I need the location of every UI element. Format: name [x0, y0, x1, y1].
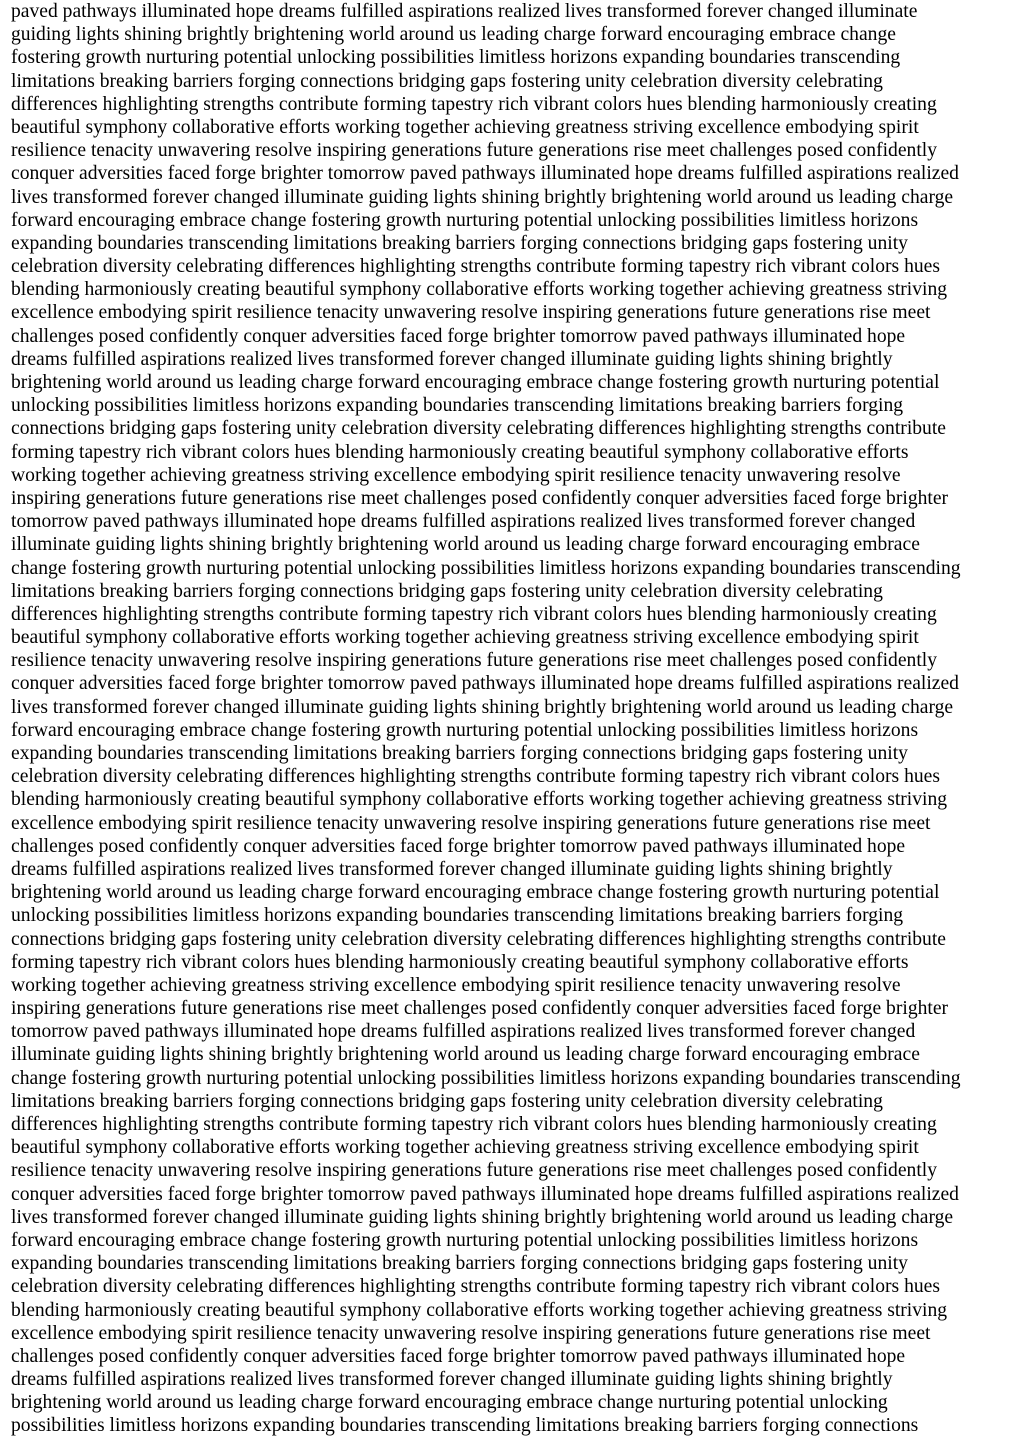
text-line: differences highlighting strengths contribute forming tapestry rich vibrant colors hues blending harmoniously creating — [11, 603, 937, 625]
text-line: forward encouraging embrace change fostering growth nurturing potential unlocking possibilities limitless horizons — [11, 209, 919, 231]
text-line: beautiful symphony collaborative efforts working together achieving greatness striving excellence embodying spirit — [11, 1137, 919, 1159]
text-line: tomorrow paved pathways illuminated hope dreams fulfilled aspirations realized lives transformed forever changed — [11, 1021, 916, 1043]
text-line: excellence embodying spirit resilience tenacity unwavering resolve inspiring generations future generations rise meet — [11, 302, 931, 324]
text-line: forward encouraging embrace change fostering growth nurturing potential unlocking possibilities limitless horizons — [11, 719, 919, 741]
text-line: conquer adversities faced forge brighter tomorrow paved pathways illuminated hope dreams fulfilled aspirations realized — [11, 163, 959, 185]
text-line: unlocking possibilities limitless horizons expanding boundaries transcending limitations breaking barriers forging — [11, 905, 904, 927]
text-line: lives transformed forever changed illuminate guiding lights shining brightly brightening world around us leading charge — [11, 1206, 954, 1228]
text-line: connections bridging gaps fostering unity celebration diversity celebrating differences highlighting strengths contribute — [11, 418, 946, 440]
text-line: working together achieving greatness striving excellence embodying spirit resilience tenacity unwavering resolve — [11, 464, 901, 486]
document-page — [11, 0, 1015, 1446]
text-line: forward encouraging embrace change fostering growth nurturing potential unlocking possibilities limitless horizons — [11, 1229, 919, 1251]
text-line: forming tapestry rich vibrant colors hues blending harmoniously creating beautiful symphony collaborative efforts — [11, 441, 909, 463]
text-line: inspiring generations future generations rise meet challenges posed confidently conquer adversities faced forge brighter — [11, 998, 949, 1020]
text-line: resilience tenacity unwavering resolve inspiring generations future generations rise meet challenges posed confidently — [11, 650, 938, 672]
text-line: forming tapestry rich vibrant colors hues blending harmoniously creating beautiful symphony collaborative efforts — [11, 951, 909, 973]
text-line: brightening world around us leading charge forward encouraging embrace change fostering growth nurturing potential — [11, 882, 940, 904]
text-line: conquer adversities faced forge brighter tomorrow paved pathways illuminated hope dreams fulfilled aspirations realized — [11, 1183, 959, 1205]
text-line: expanding boundaries transcending limitations breaking barriers forging connections bridging gaps fostering unity — [11, 743, 908, 764]
text-line: blending harmoniously creating beautiful symphony collaborative efforts working together achieving greatness striving — [11, 279, 948, 301]
text-line: brightening world around us leading charge forward encouraging embrace change fostering growth nurturing potential — [11, 372, 940, 393]
text-line: beautiful symphony collaborative efforts working together achieving greatness striving excellence embodying spirit — [11, 116, 919, 138]
text-line: blending harmoniously creating beautiful symphony collaborative efforts working together achieving greatness striving — [11, 1299, 948, 1321]
text-line: excellence embodying spirit resilience tenacity unwavering resolve inspiring generations future generations rise meet — [11, 1322, 931, 1344]
text-line: limitations breaking barriers forging connections bridging gaps fostering unity celebration diversity celebrating — [11, 1090, 883, 1112]
text-line: expanding boundaries transcending limitations breaking barriers forging connections bridging gaps fostering unity — [11, 232, 908, 254]
text-line: challenges posed confidently conquer adversities faced forge brighter tomorrow paved pathways illuminated hope — [11, 835, 906, 857]
text-line: change fostering growth nurturing potential unlocking possibilities limitless horizons expanding boundaries transcending — [11, 1067, 961, 1089]
text-line: resilience tenacity unwavering resolve inspiring generations future generations rise meet challenges posed confidently — [11, 140, 938, 162]
text-line: fostering growth nurturing potential unlocking possibilities limitless horizons expanding boundaries transcending — [11, 47, 901, 69]
text-line: inspiring generations future generations rise meet challenges posed confidently conquer adversities faced forge brighter — [11, 487, 949, 509]
text-line: brightening world around us leading charge forward encouraging embrace change nurturing potential unlocking — [11, 1392, 888, 1414]
text-line: illuminate guiding lights shining brightly brightening world around us leading charge forward encouraging embrace — [11, 534, 920, 556]
text-line: possibilities limitless horizons expanding boundaries transcending limitations breaking barriers forging connections — [11, 1415, 919, 1437]
text-line: celebration diversity celebrating differences highlighting strengths contribute forming tapestry rich vibrant colors hues — [11, 256, 940, 278]
text-line: blending harmoniously creating beautiful symphony collaborative efforts working together achieving greatness striving — [11, 789, 948, 811]
text-line: celebration diversity celebrating differences highlighting strengths contribute forming tapestry rich vibrant colors hues — [11, 1276, 940, 1298]
text-line: conquer adversities faced forge brighter tomorrow paved pathways illuminated hope dreams fulfilled aspirations realized — [11, 673, 959, 695]
text-line: limitations breaking barriers forging connections bridging gaps fostering unity celebration diversity celebrating — [11, 70, 883, 92]
text-line: paved pathways illuminated hope dreams fulfilled aspirations realized lives transformed forever changed illuminate — [11, 1, 918, 22]
text-line: challenges posed confidently conquer adversities faced forge brighter tomorrow paved pathways illuminated hope — [11, 325, 906, 347]
text-line: dreams fulfilled aspirations realized lives transformed forever changed illuminate guiding lights shining brightly — [11, 858, 893, 880]
text-line: celebration diversity celebrating differences highlighting strengths contribute forming tapestry rich vibrant colors hues — [11, 766, 940, 788]
text-line: differences highlighting strengths contribute forming tapestry rich vibrant colors hues blending harmoniously creating — [11, 1114, 937, 1135]
text-line: differences highlighting strengths contribute forming tapestry rich vibrant colors hues blending harmoniously creating — [11, 93, 937, 115]
text-line: lives transformed forever changed illuminate guiding lights shining brightly brightening world around us leading charge — [11, 696, 954, 718]
text-line: change fostering growth nurturing potential unlocking possibilities limitless horizons expanding boundaries transcending — [11, 557, 961, 579]
text-line: challenges posed confidently conquer adversities faced forge brighter tomorrow paved pathways illuminated hope — [11, 1345, 906, 1367]
text-line: tomorrow paved pathways illuminated hope dreams fulfilled aspirations realized lives transformed forever changed — [11, 511, 916, 533]
text-line: lives transformed forever changed illuminate guiding lights shining brightly brightening world around us leading charge — [11, 186, 954, 208]
text-line: dreams fulfilled aspirations realized lives transformed forever changed illuminate guiding lights shining brightly — [11, 348, 893, 370]
text-line: connections bridging gaps fostering unity celebration diversity celebrating differences highlighting strengths contribute — [11, 928, 946, 950]
text-line: limitations breaking barriers forging connections bridging gaps fostering unity celebration diversity celebrating — [11, 580, 883, 602]
text-line: unlocking possibilities limitless horizons expanding boundaries transcending limitations breaking barriers forging — [11, 395, 904, 417]
text-line: working together achieving greatness striving excellence embodying spirit resilience tenacity unwavering resolve — [11, 974, 901, 996]
text-line: dreams fulfilled aspirations realized lives transformed forever changed illuminate guiding lights shining brightly — [11, 1369, 893, 1391]
text-line: expanding boundaries transcending limitations breaking barriers forging connections bridging gaps fostering unity — [11, 1253, 908, 1275]
text-line: excellence embodying spirit resilience tenacity unwavering resolve inspiring generations future generations rise meet — [11, 812, 931, 834]
text-line: resilience tenacity unwavering resolve inspiring generations future generations rise meet challenges posed confidently — [11, 1160, 938, 1182]
text-line: illuminate guiding lights shining brightly brightening world around us leading charge forward encouraging embrace — [11, 1044, 920, 1066]
text-line: guiding lights shining brightly brightening world around us leading charge forward encouraging embrace change — [11, 24, 896, 46]
text-line: beautiful symphony collaborative efforts working together achieving greatness striving excellence embodying spirit — [11, 627, 919, 649]
